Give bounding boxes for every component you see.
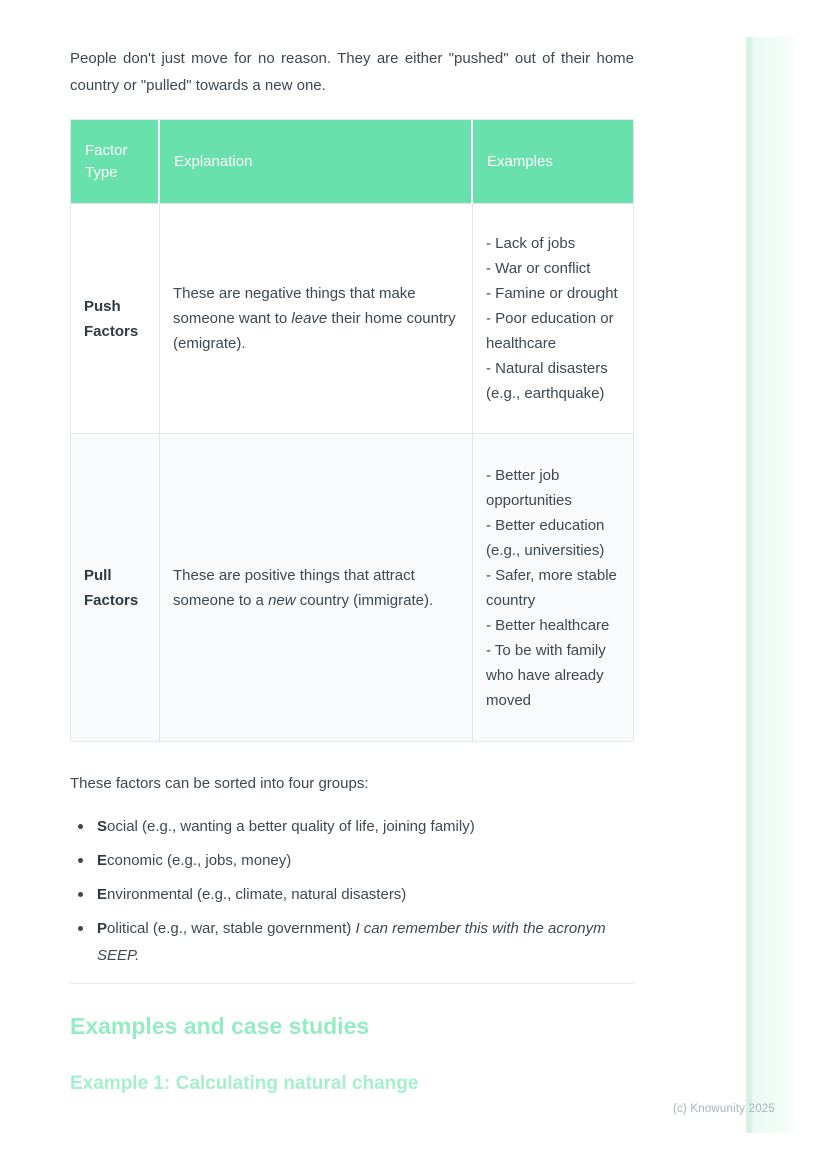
push-factors-label: Push Factors bbox=[71, 203, 160, 433]
groups-intro-text: These factors can be sorted into four groups: bbox=[70, 775, 369, 792]
list-item-social: Social (e.g., wanting a better quality of life, joining family) bbox=[70, 813, 634, 840]
table-header-row bbox=[71, 120, 633, 203]
pull-factors-examples bbox=[473, 433, 633, 741]
example-item: - To be with family who have already moved bbox=[486, 641, 606, 709]
list-item-environmental: Environmental (e.g., climate, natural disasters) bbox=[70, 881, 634, 908]
bullet-dot bbox=[78, 892, 83, 897]
push-factors-examples bbox=[473, 203, 633, 433]
column-header-examples: Examples bbox=[473, 120, 633, 203]
example-item: - Poor education or healthcare bbox=[486, 310, 614, 352]
page-content bbox=[70, 45, 634, 1096]
factors-table bbox=[70, 119, 634, 742]
subsection-heading: Example 1: Calculating natural change bbox=[70, 1073, 419, 1094]
pull-factors-explanation: These are positive things that attract someone to a new country (immigrate). bbox=[160, 433, 473, 741]
example-item: - Lack of jobs bbox=[486, 235, 576, 252]
bullet-dot bbox=[78, 926, 83, 931]
example-item: - Better education (e.g., universities) bbox=[486, 516, 605, 559]
example-item: - Famine or drought bbox=[486, 285, 618, 302]
section-divider bbox=[70, 983, 634, 984]
list-item-economic: Economic (e.g., jobs, money) bbox=[70, 847, 634, 874]
table-row-pull-factors bbox=[71, 433, 633, 741]
pull-factors-label: Pull Factors bbox=[71, 433, 160, 741]
push-factors-explanation: These are negative things that make someone want to leave their home country (emigrate). bbox=[160, 203, 473, 433]
right-accent-bar bbox=[746, 37, 800, 1133]
intro-paragraph: People don't just move for no reason. They are either "pushed" out of their home country or "pulled" towards a new one. bbox=[70, 50, 634, 94]
bullet-dot bbox=[78, 858, 83, 863]
example-item: - Natural disasters (e.g., earthquake) bbox=[486, 360, 608, 402]
example-item: - Safer, more stable country bbox=[486, 566, 617, 609]
column-header-factor-type: Factor Type bbox=[71, 120, 160, 203]
section-heading: Examples and case studies bbox=[70, 1013, 370, 1039]
example-item: - War or conflict bbox=[486, 260, 591, 277]
example-item: - Better job opportunities bbox=[486, 466, 572, 509]
example-item: - Better healthcare bbox=[486, 616, 610, 634]
bullet-dot bbox=[78, 824, 83, 829]
table-row-push-factors bbox=[71, 203, 633, 433]
copyright-note: (c) Knowunity 2025 bbox=[672, 1103, 775, 1115]
list-item-political: Political (e.g., war, stable government) I can remember this with the acronym SEEP. bbox=[70, 915, 634, 969]
column-header-explanation: Explanation bbox=[160, 120, 473, 203]
factor-groups-list bbox=[70, 813, 634, 969]
